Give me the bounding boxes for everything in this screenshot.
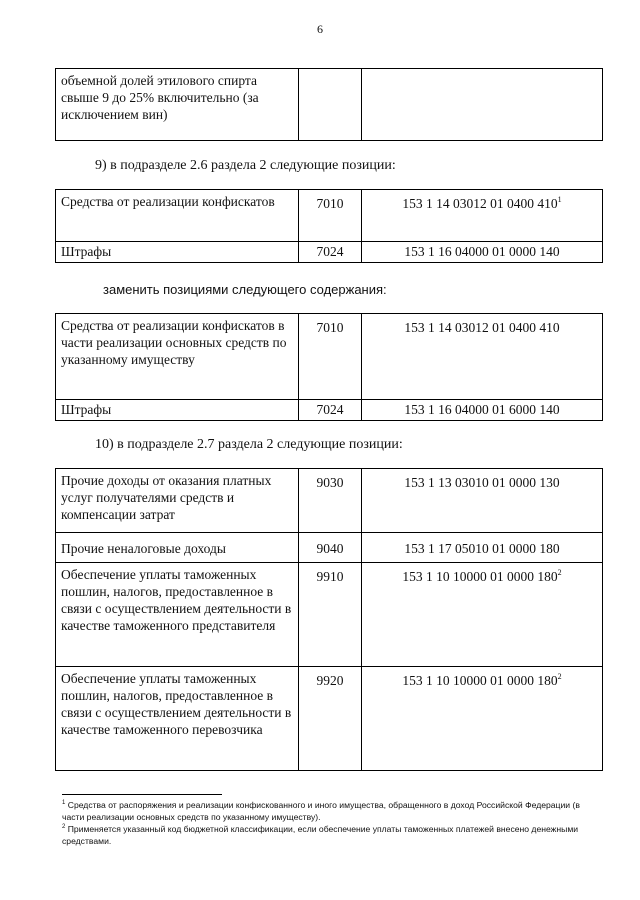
footnote-ref: 1 bbox=[557, 195, 562, 204]
table-row bbox=[56, 469, 603, 533]
table-row bbox=[56, 69, 603, 141]
table-continuation bbox=[55, 68, 603, 141]
row-kbk: 153 1 16 04000 01 6000 140 bbox=[362, 400, 603, 421]
kbk-value: 153 1 10 10000 01 0000 180 bbox=[402, 673, 558, 688]
table-row bbox=[56, 533, 603, 563]
footnote-text: Средства от распоряжения и реализации конфискованного и иного имущества, обращенного в доход Российской Федерации (в части реализации основных средств по указанному имуществу). bbox=[62, 800, 580, 822]
kbk-value: 153 1 14 03012 01 0400 410 bbox=[402, 196, 558, 211]
replace-text: заменить позициями следующего содержания: bbox=[103, 282, 387, 297]
row-code: 7010 bbox=[299, 314, 362, 400]
row-name: Прочие неналоговые доходы bbox=[56, 533, 299, 563]
row-name: Прочие доходы от оказания платных услуг получателями средств и компенсации затрат bbox=[56, 469, 299, 533]
row-kbk bbox=[362, 667, 603, 771]
row-code bbox=[299, 69, 362, 141]
table-item10 bbox=[55, 468, 603, 771]
row-code: 9910 bbox=[299, 563, 362, 667]
footnote-mark: 1 bbox=[62, 800, 66, 806]
row-kbk: 153 1 14 03012 01 0400 410 bbox=[362, 314, 603, 400]
row-code: 9920 bbox=[299, 667, 362, 771]
footnote-1 bbox=[62, 799, 602, 823]
kbk-value: 153 1 10 10000 01 0000 180 bbox=[402, 569, 558, 584]
footnote-ref: 2 bbox=[557, 568, 562, 577]
row-name: Штрафы bbox=[56, 242, 299, 263]
table-row bbox=[56, 667, 603, 771]
row-code: 7024 bbox=[299, 400, 362, 421]
row-kbk: 153 1 16 04000 01 0000 140 bbox=[362, 242, 603, 263]
row-name: Обеспечение уплаты таможенных пошлин, налогов, предоставленное в связи с осуществлением деятельности в качестве таможенного перевозчика bbox=[56, 667, 299, 771]
table-row bbox=[56, 563, 603, 667]
table-row bbox=[56, 314, 603, 400]
row-name: Средства от реализации конфискатов bbox=[56, 190, 299, 242]
row-name: Обеспечение уплаты таможенных пошлин, налогов, предоставленное в связи с осуществлением деятельности в качестве таможенного представителя bbox=[56, 563, 299, 667]
footnote-ref: 2 bbox=[557, 672, 562, 681]
row-name: объемной долей этилового спирта свыше 9 до 25% включительно (за исключением вин) bbox=[56, 69, 299, 141]
row-code: 7024 bbox=[299, 242, 362, 263]
footnotes bbox=[62, 799, 602, 847]
row-name: Штрафы bbox=[56, 400, 299, 421]
table-row bbox=[56, 242, 603, 263]
footnote-text: Применяется указанный код бюджетной классификации, если обеспечение уплаты таможенных платежей внесено денежными средствами. bbox=[62, 824, 579, 846]
row-kbk bbox=[362, 69, 603, 141]
table-item9-old bbox=[55, 189, 603, 263]
row-code: 9030 bbox=[299, 469, 362, 533]
page-number: 6 bbox=[317, 22, 323, 36]
row-code: 9040 bbox=[299, 533, 362, 563]
item10-intro: 10) в подразделе 2.7 раздела 2 следующие позиции: bbox=[95, 437, 403, 452]
row-kbk bbox=[362, 563, 603, 667]
table-item9-new bbox=[55, 313, 603, 421]
footnote-mark: 2 bbox=[62, 824, 66, 830]
row-kbk: 153 1 17 05010 01 0000 180 bbox=[362, 533, 603, 563]
row-kbk bbox=[362, 190, 603, 242]
row-code: 7010 bbox=[299, 190, 362, 242]
row-name: Средства от реализации конфискатов в части реализации основных средств по указанному имуществу bbox=[56, 314, 299, 400]
item9-intro: 9) в подразделе 2.6 раздела 2 следующие позиции: bbox=[95, 158, 396, 173]
footnote-divider bbox=[62, 794, 222, 795]
footnote-2 bbox=[62, 823, 602, 847]
table-row bbox=[56, 400, 603, 421]
row-kbk: 153 1 13 03010 01 0000 130 bbox=[362, 469, 603, 533]
table-row bbox=[56, 190, 603, 242]
